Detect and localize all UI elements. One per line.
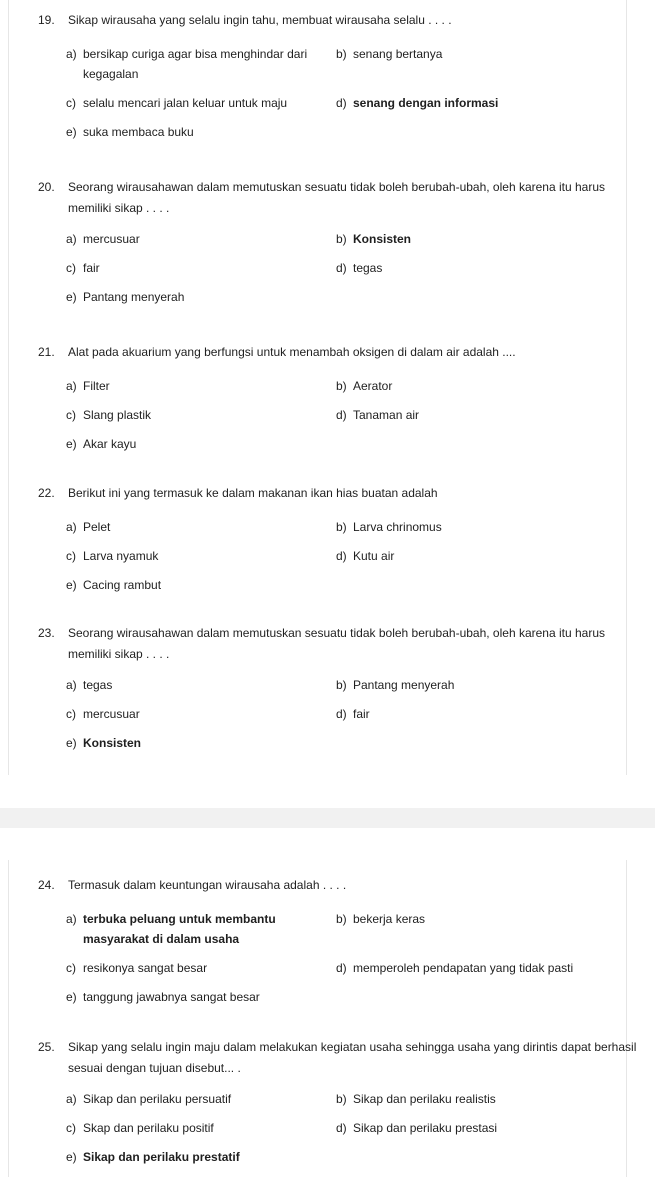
option-list — [66, 517, 638, 595]
question-text: Berikut ini yang termasuk ke dalam makanan ikan hias buatan adalah — [68, 486, 438, 500]
option-b[interactable]: b) Aerator — [336, 379, 393, 393]
question-number: 21. — [38, 345, 55, 359]
option-list — [66, 1089, 638, 1167]
option-e[interactable]: e) Pantang menyerah — [66, 290, 185, 304]
option-list — [66, 229, 638, 307]
question-text: Sikap yang selalu ingin maju dalam melakukan kegiatan usaha sehingga usaha yang dirintis dapat berhasil sesuai dengan tujuan disebut... . — [68, 1040, 637, 1075]
option-d[interactable]: d) senang dengan informasi — [336, 96, 499, 110]
page-border-left — [8, 860, 9, 1177]
option-a[interactable]: a) Pelet — [66, 520, 111, 534]
option-d[interactable]: d) Sikap dan perilaku prestasi — [336, 1121, 498, 1135]
option-b[interactable]: b) senang bertanya — [336, 47, 443, 61]
question-stem — [38, 177, 638, 219]
question-stem — [38, 10, 638, 31]
option-e[interactable]: e) Konsisten — [66, 736, 142, 750]
question-24 — [38, 875, 638, 1016]
option-c[interactable]: c) mercusuar — [66, 707, 140, 721]
page-2 — [0, 860, 655, 1177]
question-text: Sikap wirausaha yang selalu ingin tahu, membuat wirausaha selalu . . . . — [68, 13, 452, 27]
option-a[interactable]: a) mercusuar — [66, 232, 140, 246]
question-number: 22. — [38, 486, 55, 500]
question-stem — [38, 483, 638, 504]
question-19 — [38, 10, 638, 151]
page-border-left — [8, 0, 9, 775]
option-b[interactable]: b) Pantang menyerah — [336, 678, 455, 692]
question-20 — [38, 177, 638, 316]
option-d[interactable]: d) Kutu air — [336, 549, 395, 563]
option-d[interactable]: d) tegas — [336, 261, 383, 275]
option-a[interactable]: a) Sikap dan perilaku persuatif — [66, 1092, 232, 1106]
question-text: Termasuk dalam keuntungan wirausaha adalah . . . . — [68, 878, 347, 892]
option-b[interactable]: b) Konsisten — [336, 232, 412, 246]
option-list — [66, 376, 638, 454]
option-c[interactable]: c) selalu mencari jalan keluar untuk maju — [66, 96, 288, 110]
question-22 — [38, 483, 638, 604]
option-a[interactable]: a) Filter — [66, 379, 110, 393]
option-d[interactable]: d) memperoleh pendapatan yang tidak pasti — [336, 961, 574, 975]
question-stem — [38, 342, 638, 363]
option-c[interactable]: c) resikonya sangat besar — [66, 961, 208, 975]
option-c[interactable]: c) fair — [66, 261, 100, 275]
question-number: 20. — [38, 180, 55, 194]
question-number: 19. — [38, 13, 55, 27]
option-e[interactable]: e) suka membaca buku — [66, 125, 194, 139]
option-d[interactable]: d) fair — [336, 707, 370, 721]
option-e[interactable]: e) tanggung jawabnya sangat besar — [66, 990, 260, 1004]
question-text: Alat pada akuarium yang berfungsi untuk menambah oksigen di dalam air adalah .... — [68, 345, 516, 359]
question-25 — [38, 1037, 638, 1176]
question-stem — [38, 623, 638, 665]
question-23 — [38, 623, 638, 762]
question-number: 23. — [38, 626, 55, 640]
option-list — [66, 675, 638, 753]
question-text: Seorang wirausahawan dalam memutuskan sesuatu tidak boleh berubah-ubah, oleh karena itu harus memiliki sikap . . . . — [68, 626, 606, 661]
question-stem — [38, 875, 638, 896]
question-text: Seorang wirausahawan dalam memutuskan sesuatu tidak boleh berubah-ubah, oleh karena itu harus memiliki sikap . . . . — [68, 180, 606, 215]
option-c[interactable]: c) Larva nyamuk — [66, 549, 159, 563]
option-e[interactable]: e) Cacing rambut — [66, 578, 162, 592]
option-a[interactable]: a) bersikap curiga agar bisa menghindar dari kegagalan — [66, 47, 308, 81]
page-separator — [0, 808, 655, 828]
question-number: 25. — [38, 1040, 55, 1054]
option-a[interactable]: a) tegas — [66, 678, 113, 692]
option-list — [66, 44, 638, 142]
option-d[interactable]: d) Tanaman air — [336, 408, 420, 422]
option-e[interactable]: e) Akar kayu — [66, 437, 137, 451]
question-21 — [38, 342, 638, 463]
question-stem — [38, 1037, 638, 1079]
option-b[interactable]: b) bekerja keras — [336, 912, 426, 926]
option-b[interactable]: b) Larva chrinomus — [336, 520, 442, 534]
option-a[interactable]: a) terbuka peluang untuk membantu masyarakat di dalam usaha — [66, 912, 276, 946]
option-c[interactable]: c) Skap dan perilaku positif — [66, 1121, 214, 1135]
option-c[interactable]: c) Slang plastik — [66, 408, 152, 422]
option-e[interactable]: e) Sikap dan perilaku prestatif — [66, 1150, 240, 1164]
question-number: 24. — [38, 878, 55, 892]
option-b[interactable]: b) Sikap dan perilaku realistis — [336, 1092, 496, 1106]
option-list — [66, 909, 638, 1007]
